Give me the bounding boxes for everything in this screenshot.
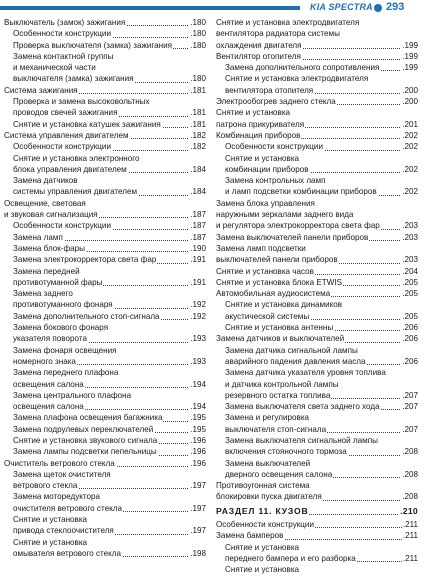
toc-entry-title: освещения салона	[13, 379, 84, 389]
toc-entry	[4, 469, 206, 480]
toc-entry-title: номерного знака	[13, 356, 76, 366]
toc-page-number: .180	[190, 40, 206, 50]
toc-entry-title: Замена передней	[13, 266, 80, 276]
toc-entry-title: Замена выключателя света заднего хода	[225, 402, 380, 412]
toc-entry-title: Снятие и установка динамиков	[225, 300, 343, 310]
toc-entry	[4, 85, 206, 96]
toc-page-number: .200	[402, 97, 418, 107]
toc-entry	[216, 542, 418, 553]
toc-entry	[4, 40, 206, 51]
toc-entry	[4, 503, 206, 514]
toc-entry-title: Автомобильная аудиосистема	[216, 289, 331, 299]
toc-page-number: .211	[402, 520, 418, 530]
toc-page-number: .187	[190, 221, 206, 231]
toc-entry-title: Система управления двигателем	[4, 130, 129, 140]
toc-page-number: .192	[190, 311, 206, 321]
toc-page-number: .197	[190, 481, 206, 491]
toc-entry-title: Замена датчика указателя уровня топлива	[225, 368, 386, 378]
toc-entry-title: указателя поворота	[13, 334, 87, 344]
toc-entry-title: Замена электрокорректора света фар	[13, 255, 157, 265]
toc-entry-title: Замена дополнительного сопротивления	[225, 63, 380, 73]
header-rule	[0, 6, 300, 10]
toc-entry	[4, 220, 206, 231]
toc-entry-title: охлаждения двигателя	[216, 40, 302, 50]
toc-entry	[216, 266, 418, 277]
toc-entry	[216, 288, 418, 299]
toc-page-number: .197	[190, 526, 206, 536]
toc-entry-title: Проверка и замена высоковольтных	[13, 97, 150, 107]
toc-page-number: .204	[402, 266, 418, 276]
toc-entry	[4, 288, 206, 299]
toc-entry	[216, 96, 418, 107]
toc-entry-title: Замена переднего плафона	[13, 368, 119, 378]
toc-entry	[4, 299, 206, 310]
toc-entry-title: системы управления двигателем	[13, 187, 138, 197]
toc-page-number: .195	[190, 424, 206, 434]
toc-entry-title: переднего бампера и его разборка	[225, 553, 356, 563]
toc-page-number: .206	[402, 356, 418, 366]
toc-entry-title: и ламп подсветки комбинации приборов	[225, 187, 377, 197]
toc-entry	[216, 367, 418, 378]
toc-page-number: .191	[190, 277, 206, 287]
toc-entry	[4, 243, 206, 254]
toc-entry-title: Замена контрольных ламп	[225, 176, 326, 186]
toc-entry-title: Проверка выключателя (замка) зажигания	[13, 40, 173, 50]
toc-entry	[216, 553, 418, 564]
toc-entry-title: Замена блок-фары	[13, 243, 85, 253]
toc-entry	[216, 107, 418, 118]
toc-entry-title: и датчика контрольной лампы	[225, 379, 339, 389]
toc-entry-title: блока управления двигателем	[13, 164, 127, 174]
toc-page-number: .191	[190, 255, 206, 265]
toc-entry-title: Снятие и установка	[13, 537, 88, 547]
toc-entry-title: проводов свечей зажигания	[13, 108, 118, 118]
toc-page-number: .181	[190, 85, 206, 95]
toc-entry-title: Замена выключателей панели приборов	[216, 232, 369, 242]
toc-entry	[4, 266, 206, 277]
toc-entry	[216, 220, 418, 231]
toc-page-number: .180	[190, 29, 206, 39]
toc-entry-title: блокировки пуска двигателя	[216, 492, 322, 502]
toc-entry	[216, 254, 418, 265]
toc-page-number: .200	[402, 85, 418, 95]
toc-entry-title: очистителя ветрового стекла	[13, 503, 122, 513]
toc-entry-title: освещения салона	[13, 402, 84, 412]
toc-page-number: .190	[190, 243, 206, 253]
toc-entry	[4, 130, 206, 141]
toc-entry-title: акустической системы	[225, 311, 310, 321]
toc-entry	[4, 424, 206, 435]
toc-entry-title: Очиститель ветрового стекла	[4, 458, 115, 468]
toc-page-number: .180	[190, 74, 206, 84]
toc-entry-title: Вентилятор отопителя	[216, 51, 301, 61]
toc-entry	[4, 254, 206, 265]
toc-entry-title: Снятие и установка антенны	[225, 323, 334, 333]
toc-entry	[4, 107, 206, 118]
toc-page-number: .201	[402, 119, 418, 129]
toc-entry	[4, 480, 206, 491]
toc-entry	[4, 96, 206, 107]
toc-entry-title: Замена выключателей	[225, 458, 311, 468]
toc-page-number: .182	[190, 142, 206, 152]
toc-entry	[4, 514, 206, 525]
toc-entry	[4, 141, 206, 152]
toc-entry-title: и механической части	[13, 63, 96, 73]
toc-page-number: .193	[190, 334, 206, 344]
toc-entry	[216, 435, 418, 446]
bullet-icon	[374, 4, 382, 12]
toc-entry	[216, 277, 418, 288]
toc-page-number: .203	[402, 232, 418, 242]
toc-entry	[216, 379, 418, 390]
toc-entry-title: Замена моторедуктора	[13, 492, 101, 502]
toc-page-number: .181	[190, 119, 206, 129]
toc-entry	[4, 525, 206, 536]
toc-entry	[216, 412, 418, 423]
toc-entry-title: Замена фонаря освещения	[13, 345, 117, 355]
toc-entry	[4, 232, 206, 243]
toc-entry	[216, 530, 418, 541]
toc-entry-title: Замена центрального плафона	[13, 390, 132, 400]
toc-page-number: .193	[190, 356, 206, 366]
toc-entry-title: противотуманной фары	[13, 277, 103, 287]
toc-entry-title: Особенности конструкции	[13, 221, 111, 231]
toc-entry-title: Замена контактной группы	[13, 51, 114, 61]
toc-page-number: .208	[402, 492, 418, 502]
toc-entry-title: Замена щеток очистителя	[13, 469, 111, 479]
toc-entry-title: Замена выключателя сигнальной лампы	[225, 435, 378, 445]
toc-entry	[216, 141, 418, 152]
toc-page-number: .199	[402, 63, 418, 73]
toc-entry-title: Электрообогрев заднего стекла	[216, 97, 336, 107]
toc-entry-title: выключателя (замка) зажигания	[13, 74, 134, 84]
toc-page-number: .182	[190, 130, 206, 140]
toc-entry	[216, 198, 418, 209]
toc-entry	[4, 322, 206, 333]
toc-entry	[216, 311, 418, 322]
toc-entry-title: Система зажигания	[4, 85, 78, 95]
toc-entry-title: Снятие и установка электродвигателя	[225, 74, 369, 84]
toc-page-number: .202	[402, 187, 418, 197]
toc-page-number: .195	[190, 413, 206, 423]
toc-entry	[216, 232, 418, 243]
toc-entry-title: включения стояночного тормоза	[225, 447, 347, 457]
toc-entry-title: Снятие и установка	[225, 565, 300, 575]
toc-entry	[216, 164, 418, 175]
toc-entry-title: Особенности конструкции	[216, 520, 314, 530]
toc-entry-title: Замена датчиков	[13, 176, 78, 186]
toc-entry	[4, 537, 206, 548]
toc-entry	[4, 119, 206, 130]
toc-entry-title: Выключатель (замок) зажигания	[4, 18, 126, 27]
toc-page-number: .196	[190, 447, 206, 457]
toc-page-number: .206	[402, 323, 418, 333]
toc-entry	[4, 198, 206, 209]
toc-entry-title: Замена блока управления	[216, 198, 315, 208]
toc-entry	[216, 73, 418, 84]
toc-entry-title: Особенности конструкции	[225, 142, 323, 152]
toc-entry	[4, 435, 206, 446]
toc-page-number: .206	[402, 334, 418, 344]
toc-page-number: .199	[402, 51, 418, 61]
toc-entry-title: Противоугонная система	[216, 481, 310, 491]
toc-entry-title: дверного освещения салона	[225, 469, 333, 479]
toc-page-number: .207	[402, 390, 418, 400]
toc-entry	[216, 62, 418, 73]
toc-page-number: .187	[190, 232, 206, 242]
toc-page-number: .211	[402, 531, 418, 541]
toc-entry-title: Особенности конструкции	[13, 142, 111, 152]
toc-page-number: .208	[402, 469, 418, 479]
toc-entry-title: Замена и регулировка	[225, 413, 310, 423]
toc-page-number: .192	[190, 300, 206, 310]
toc-entry-title: Замена датчиков и выключателей	[216, 334, 345, 344]
toc-entry	[216, 491, 418, 502]
toc-entry	[216, 175, 418, 186]
toc-section-heading	[216, 506, 418, 517]
toc-entry-title: Снятие и установка	[225, 542, 300, 552]
toc-left-column	[4, 17, 206, 559]
toc-entry	[216, 153, 418, 164]
toc-page-number: .203	[402, 221, 418, 231]
toc-page-number: .207	[402, 402, 418, 412]
toc-entry	[4, 311, 206, 322]
toc-entry	[216, 333, 418, 344]
toc-entry-title: комбинации приборов	[225, 164, 309, 174]
toc-entry-title: Замена бамперов	[216, 531, 284, 541]
toc-entry	[216, 322, 418, 333]
toc-entry	[4, 401, 206, 412]
toc-entry-title: Замена лампы подсветки пепельницы	[13, 447, 157, 457]
toc-entry	[4, 164, 206, 175]
toc-entry	[4, 175, 206, 186]
toc-entry	[4, 153, 206, 164]
toc-entry-title: и регулятора электрокорректора света фар	[216, 221, 380, 231]
toc-entry-title: наружными зеркалами заднего вида	[216, 210, 354, 220]
toc-entry-title: Замена ламп	[13, 232, 63, 242]
toc-entry	[216, 458, 418, 469]
toc-entry-title: Снятие и установка	[216, 108, 291, 118]
toc-entry-title: омывателя ветрового стекла	[13, 548, 122, 558]
toc-entry	[216, 519, 418, 530]
toc-entry-title: Комбинация приборов	[216, 130, 301, 140]
toc-entry	[216, 85, 418, 96]
toc-entry	[216, 469, 418, 480]
toc-entry-title: противотуманного фонаря	[13, 300, 113, 310]
toc-entry	[4, 548, 206, 559]
toc-page-number: .205	[402, 289, 418, 299]
toc-page-number: .194	[190, 402, 206, 412]
toc-page-number: .184	[190, 187, 206, 197]
toc-entry	[216, 356, 418, 367]
toc-entry-title: Снятие и установка катушек зажигания	[13, 119, 161, 129]
page-number: 293	[386, 1, 405, 13]
toc-entry-title: Особенности конструкции	[13, 29, 111, 39]
toc-entry-title: РАЗДЕЛ 11. КУЗОВ	[216, 505, 309, 516]
toc-entry	[216, 130, 418, 141]
toc-entry-title: Замена ламп подсветки	[216, 243, 306, 253]
toc-entry	[216, 28, 418, 39]
toc-page-number: .208	[402, 447, 418, 457]
toc-page-number: .207	[402, 424, 418, 434]
toc-entry	[216, 186, 418, 197]
toc-entry	[4, 51, 206, 62]
toc-entry-title: аварийного падения давления масла	[225, 356, 366, 366]
toc-entry	[4, 333, 206, 344]
toc-entry-title: Замена дополнительного стоп-сигнала	[13, 311, 160, 321]
toc-page-number: .203	[402, 255, 418, 265]
toc-entry	[216, 17, 418, 28]
toc-page-number: .181	[190, 108, 206, 118]
toc-entry-title: Замена бокового фонаря	[13, 323, 109, 333]
toc-entry	[216, 209, 418, 220]
toc-entry	[4, 62, 206, 73]
toc-page-number: .187	[190, 210, 206, 220]
toc-entry	[216, 424, 418, 435]
header-brand: KIA SPECTRA	[310, 2, 373, 12]
toc-page-number: .196	[190, 458, 206, 468]
toc-entry-title: Снятие и установка	[13, 515, 88, 525]
toc-page-number: .199	[402, 40, 418, 50]
toc-entry	[216, 51, 418, 62]
toc-page-number: .197	[190, 503, 206, 513]
toc-entry-title: Освещение, световая	[4, 198, 86, 208]
toc-entry	[4, 379, 206, 390]
toc-entry-title: резервного остатка топлива	[225, 390, 331, 400]
toc-entry	[216, 390, 418, 401]
toc-entry	[216, 345, 418, 356]
toc-entry-title: Замена плафона освещения багажника	[13, 413, 163, 423]
toc-entry	[4, 412, 206, 423]
toc-entry-title: Снятие и установка электродвигателя	[216, 18, 360, 27]
toc-page-number: .196	[190, 435, 206, 445]
toc-entry	[4, 367, 206, 378]
toc-entry-title: вентилятора радиатора системы	[216, 29, 340, 39]
toc-entry-title: патрона прикуривателя	[216, 119, 305, 129]
toc-entry-title: выключателей панели приборов	[216, 255, 338, 265]
toc-entry	[216, 446, 418, 457]
toc-page-number: .202	[402, 130, 418, 140]
toc-page-number: .180	[190, 18, 206, 27]
toc-entry	[4, 17, 206, 28]
toc-entry-title: Снятие и установка электронного	[13, 153, 140, 163]
toc-entry	[4, 458, 206, 469]
toc-entry-title: Снятие и установка	[225, 153, 300, 163]
toc-entry	[4, 73, 206, 84]
toc-entry	[4, 345, 206, 356]
toc-entry	[216, 401, 418, 412]
toc-entry-title: вентилятора отопителя	[225, 85, 314, 95]
toc-entry-title: выключателя стоп-сигнала	[225, 424, 327, 434]
toc-page-number: .202	[402, 164, 418, 174]
toc-page-number: .205	[402, 277, 418, 287]
page-header	[0, 0, 424, 16]
toc-entry	[4, 356, 206, 367]
toc-page-number: .194	[190, 379, 206, 389]
toc-entry	[4, 390, 206, 401]
toc-entry-title: привода стеклоочистителя	[13, 526, 114, 536]
toc-entry	[4, 209, 206, 220]
toc-entry	[216, 243, 418, 254]
toc-entry	[4, 186, 206, 197]
toc-entry-title: ветрового стекла	[13, 481, 78, 491]
toc-entry	[216, 119, 418, 130]
toc-entry	[216, 480, 418, 491]
toc-entry-title: Замена датчика сигнальной лампы	[225, 345, 358, 355]
toc-entry-title: Снятие и установка звукового сигнала	[13, 435, 158, 445]
toc-page-number: .184	[190, 164, 206, 174]
toc-entry	[216, 40, 418, 51]
toc-entry-title: Замена заднего	[13, 289, 73, 299]
toc-page-number: .198	[190, 548, 206, 558]
toc-entry	[216, 299, 418, 310]
toc-entry	[4, 491, 206, 502]
toc-page-number: .211	[402, 553, 418, 563]
toc-page-number: .205	[402, 311, 418, 321]
toc-entry	[4, 28, 206, 39]
toc-entry	[4, 277, 206, 288]
toc-entry-title: Замена подрулевых переключателей	[13, 424, 154, 434]
toc-right-column	[216, 17, 418, 576]
toc-page-number: .210	[400, 505, 418, 516]
toc-entry	[4, 446, 206, 457]
toc-entry-title: и звуковая сигнализация	[4, 210, 98, 220]
toc-page-number: .202	[402, 142, 418, 152]
toc-entry-title: Снятие и установка блока ETWIS	[216, 277, 342, 287]
toc-entry-title: Снятие и установка часов	[216, 266, 314, 276]
